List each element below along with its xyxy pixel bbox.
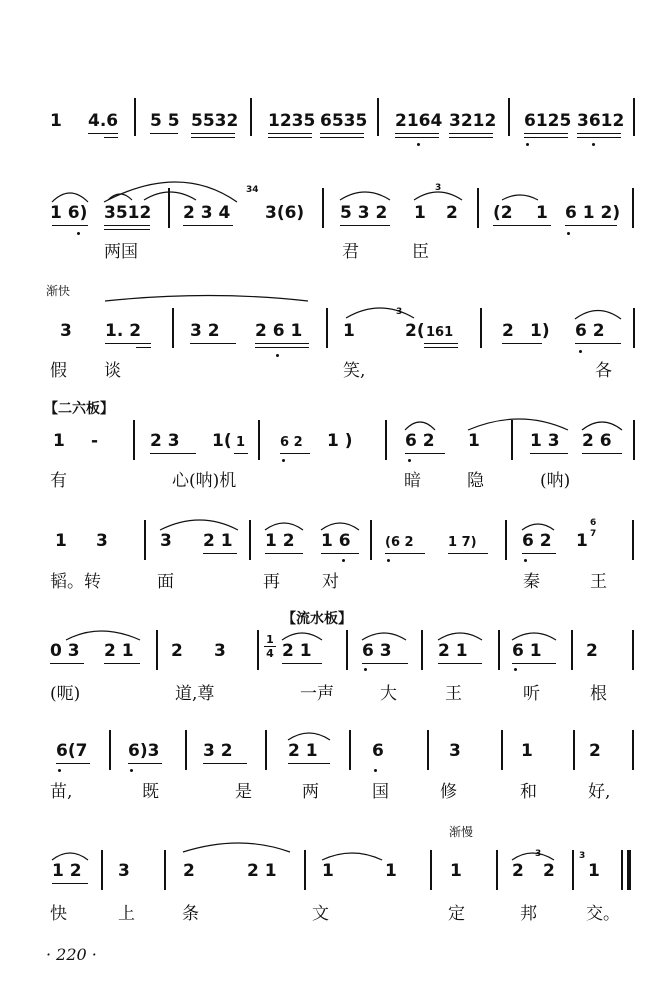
note: 2	[512, 861, 524, 881]
note: 1	[322, 861, 334, 881]
grace-note: 3	[579, 851, 586, 861]
slur	[512, 853, 554, 860]
note: 1 2	[265, 531, 295, 551]
note: 2 1	[288, 741, 318, 761]
lyric: 再	[263, 572, 280, 592]
lyric: 隐	[467, 471, 484, 491]
slur	[362, 633, 406, 640]
lyric: 面	[157, 572, 174, 592]
note: 6125	[524, 111, 572, 131]
note: 1	[521, 741, 533, 761]
lyric: 心(呐)机	[172, 471, 237, 491]
note: 1	[468, 431, 480, 451]
slur	[405, 422, 435, 430]
lyric: 交。	[586, 904, 620, 924]
lyric: 道,尊	[175, 684, 215, 704]
lyric: 定	[448, 904, 465, 924]
slur	[468, 419, 568, 430]
note: 2	[586, 641, 598, 661]
lyric: 国	[372, 782, 389, 802]
note: 1	[414, 203, 426, 223]
note: 2 6	[582, 431, 612, 451]
note: 1	[236, 435, 246, 450]
note: 1 3	[530, 431, 560, 451]
note: 2 3	[150, 431, 180, 451]
grace-note: 3	[535, 849, 542, 859]
note: 2164	[395, 111, 443, 131]
note: 2	[171, 641, 183, 661]
slur	[582, 422, 622, 430]
note: 3	[60, 321, 72, 341]
slur	[340, 192, 390, 200]
lyric: 王	[590, 572, 607, 592]
slur	[512, 633, 556, 640]
note: 1	[343, 321, 355, 341]
slur	[346, 308, 414, 318]
lyric: 上	[118, 904, 135, 924]
grace-note: 7	[590, 529, 597, 539]
page-number: · 220 ·	[46, 945, 97, 964]
note: 6)3	[128, 741, 160, 761]
slur	[183, 843, 290, 852]
lyric: 王	[445, 684, 462, 704]
note: 1	[536, 203, 548, 223]
note: 1	[576, 531, 588, 551]
lyric: 和	[520, 782, 537, 802]
note: 1	[385, 861, 397, 881]
note: 5 3 2	[340, 203, 388, 223]
time-signature-bottom: 4	[266, 647, 274, 660]
note: 1)	[530, 321, 550, 341]
lyric: 有	[50, 471, 67, 491]
lyric: 大	[380, 684, 397, 704]
lyric: 谈	[104, 361, 121, 381]
slur	[160, 520, 238, 530]
note: 2	[502, 321, 514, 341]
note: 2 6 1	[255, 321, 303, 341]
slur	[105, 296, 308, 302]
note: 1	[53, 431, 65, 451]
note: 2	[589, 741, 601, 761]
lyric: 快	[50, 904, 67, 924]
lyric: 秦	[523, 572, 540, 592]
lyric: 两国	[104, 242, 138, 262]
lyric: 笑,	[343, 361, 366, 381]
slur	[322, 853, 382, 860]
slur	[414, 192, 462, 200]
lyric: 各	[595, 361, 612, 381]
note: 161	[426, 325, 454, 340]
slur	[575, 311, 621, 320]
slur	[502, 195, 538, 200]
lyric: 两	[302, 782, 319, 802]
note: (2	[493, 203, 513, 223]
note: 1 6)	[50, 203, 88, 223]
note: 6535	[320, 111, 368, 131]
note: 6 1	[512, 641, 542, 661]
note: 6	[372, 741, 384, 761]
note: 2 1	[282, 641, 312, 661]
note: 6(7	[56, 741, 88, 761]
note: 1235	[268, 111, 316, 131]
slur	[522, 524, 554, 530]
slur	[144, 192, 196, 200]
slur	[66, 631, 140, 640]
note: 3	[160, 531, 172, 551]
lyric: 修	[440, 782, 457, 802]
note: 3	[449, 741, 461, 761]
slur	[52, 853, 88, 860]
slur	[282, 633, 322, 640]
lyric: 苗,	[50, 782, 73, 802]
note: 3	[96, 531, 108, 551]
note: 6 2	[522, 531, 552, 551]
lyric: 邦	[520, 904, 537, 924]
lyric: 君	[342, 242, 359, 262]
lyric: 既	[142, 782, 159, 802]
note: 1	[450, 861, 462, 881]
time-signature-top: 1	[266, 633, 274, 646]
lyric: 假	[50, 361, 67, 381]
grace-note: 34	[246, 185, 259, 195]
note: 1	[588, 861, 600, 881]
lyric: 韬。转	[50, 572, 101, 592]
note: 2 1	[438, 641, 468, 661]
note: 2 1	[247, 861, 277, 881]
note: 2(	[405, 321, 425, 341]
lyric: 对	[322, 572, 339, 592]
grace-note: 3	[435, 183, 442, 193]
note: 6 3	[362, 641, 392, 661]
note: 2	[183, 861, 195, 881]
lyric: 条	[182, 904, 199, 924]
grace-note: 3	[396, 307, 403, 317]
note: (6 2	[385, 535, 414, 550]
lyric: 根	[590, 684, 607, 704]
lyric: 一声	[300, 684, 334, 704]
note: 3512	[104, 203, 152, 223]
note: 6 1 2)	[565, 203, 621, 223]
lyric: 臣	[412, 242, 429, 262]
tempo-marking: 渐快	[46, 284, 71, 298]
note: 6 2	[280, 435, 303, 450]
section-marker: 【二六板】	[44, 401, 114, 417]
note: 1 2	[52, 861, 82, 881]
note: 2 3 4	[183, 203, 231, 223]
note: 3612	[577, 111, 625, 131]
grace-note: 6	[590, 518, 597, 528]
note: 2	[446, 203, 458, 223]
note: 3	[118, 861, 130, 881]
lyric: (呐)	[540, 471, 571, 491]
slur	[288, 733, 330, 740]
note: 2 1	[203, 531, 233, 551]
note: 0 3	[50, 641, 80, 661]
note: 3	[214, 641, 226, 661]
note: 6 2	[575, 321, 605, 341]
lyric: (呃)	[50, 684, 81, 704]
note: 3 2	[203, 741, 233, 761]
note: 1	[55, 531, 67, 551]
lyric: 是	[235, 782, 252, 802]
note: 1 7)	[448, 535, 477, 550]
slur	[438, 633, 482, 640]
note: 6 2	[405, 431, 435, 451]
tempo-marking: 渐慢	[449, 825, 474, 839]
slur	[321, 523, 359, 530]
note: 3 2	[190, 321, 220, 341]
note: 5532	[191, 111, 239, 131]
note: 3212	[449, 111, 497, 131]
note: 1. 2	[105, 321, 142, 341]
note: 2 1	[104, 641, 134, 661]
section-marker: 【流水板】	[282, 611, 352, 627]
note: 4.6	[88, 111, 119, 131]
note: 5 5	[150, 111, 180, 131]
note: -	[91, 431, 99, 451]
note: 2	[543, 861, 555, 881]
lyric: 好,	[588, 782, 611, 802]
note: 1 6	[321, 531, 351, 551]
slur	[52, 193, 88, 202]
lyric: 文	[312, 904, 329, 924]
slur	[265, 523, 303, 530]
note: 1	[50, 111, 62, 131]
lyric: 暗	[404, 471, 421, 491]
note: 3(6)	[265, 203, 305, 223]
note: 1(	[212, 431, 232, 451]
lyric: 听	[523, 684, 540, 704]
note: 1 )	[327, 431, 353, 451]
